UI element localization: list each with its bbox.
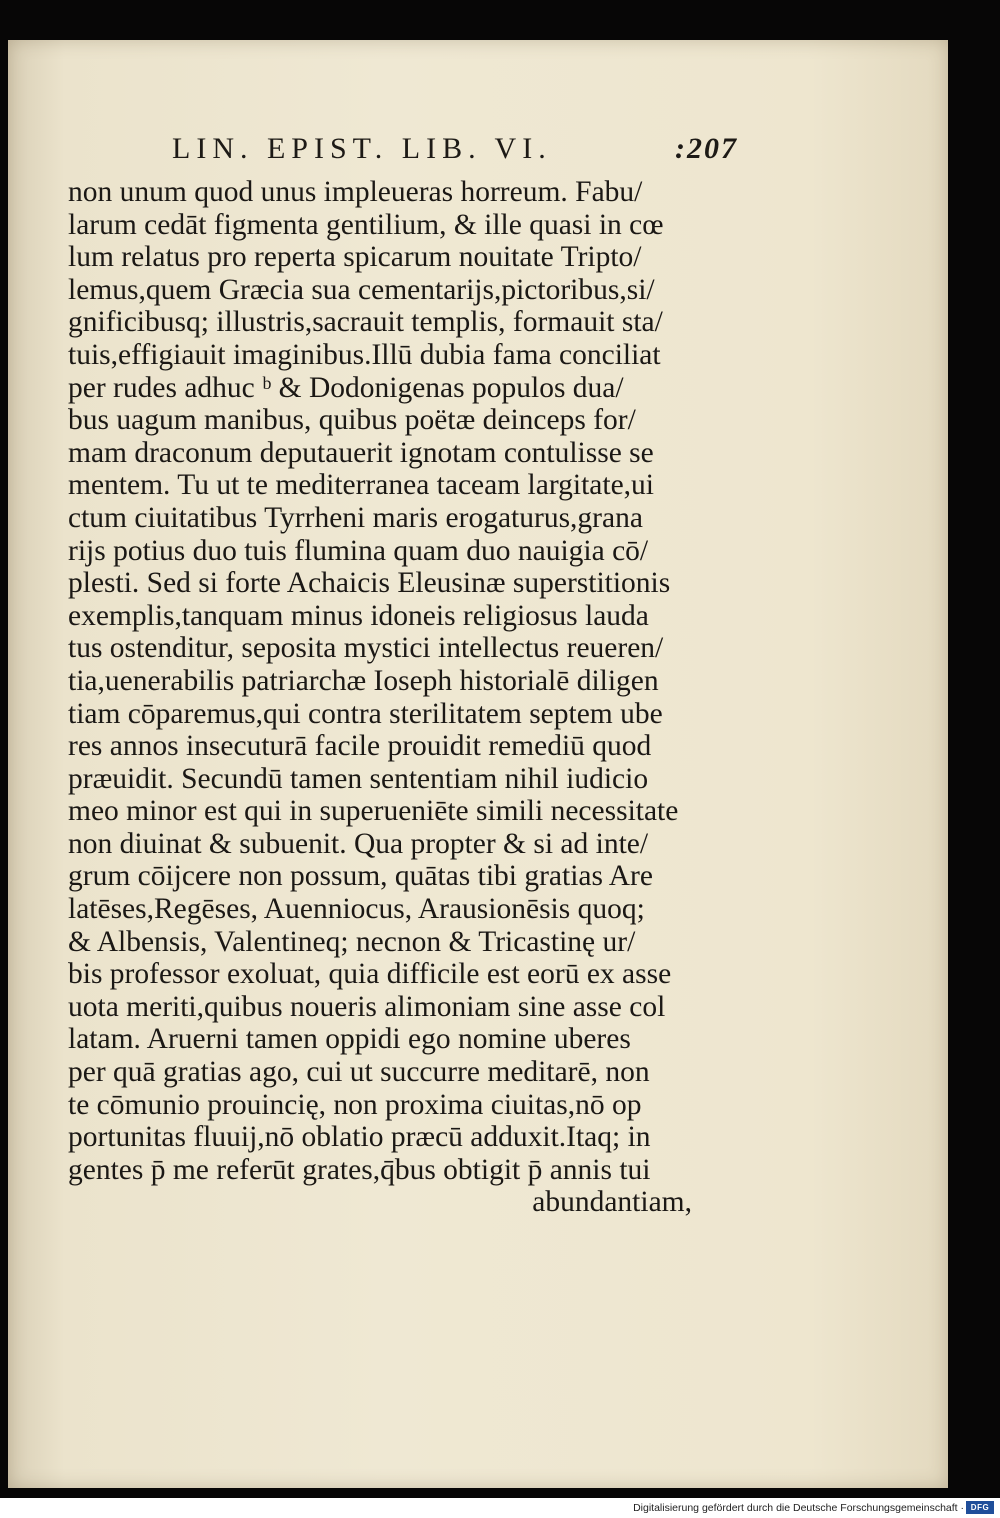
text-line: bus uagum manibus, quibus poëtæ deinceps for/ xyxy=(68,404,636,437)
text-line: latēses,Regēses, Auenniocus, Arausionēsis quoq; xyxy=(68,893,645,926)
text-line: exemplis,tanquam minus idoneis religiosus lauda xyxy=(68,599,649,632)
catchword: abundantiam, xyxy=(532,1186,692,1219)
text-line: gentes p̄ me referūt grates,q̄bus obtigit p̄ annis tui xyxy=(68,1153,651,1186)
text-line: mentem. Tu ut te mediterranea taceam largitate,ui xyxy=(68,469,654,502)
text-line: tia,uenerabilis patriarchæ Ioseph historialē diligen xyxy=(68,664,659,697)
text-line: tiam cōparemus,qui contra sterilitatem septem ube xyxy=(68,697,663,730)
text-line: plesti. Sed si forte Achaicis Eleusinæ superstitionis xyxy=(68,567,671,600)
text-line: latam. Aruerni tamen oppidi ego nomine uberes xyxy=(68,1023,631,1056)
digitization-footer xyxy=(0,1498,1000,1518)
text-line: non unum quod unus impleueras horreum. Fabu/ xyxy=(68,176,643,208)
text-line: ctum ciuitatibus Tyrrheni maris erogaturus,grana xyxy=(68,501,643,534)
text-line: te cōmunio prouincię, non proxima ciuitas,nō op xyxy=(68,1088,642,1121)
text-line: tuis,effigiauit imaginibus.Illū dubia fama conciliat xyxy=(68,338,661,371)
text-line: grum cōijcere non possum, quātas tibi gratias Are xyxy=(68,860,653,893)
text-line: per quā gratias ago, cui ut succurre meditarē, non xyxy=(68,1056,650,1089)
text-line: mam draconum deputauerit ignotam contulisse se xyxy=(68,436,654,469)
text-line: gnificibusq; illustris,sacrauit templis, formauit sta/ xyxy=(68,306,663,339)
text-line: tus ostenditur, seposita mystici intellectus reueren/ xyxy=(68,632,664,665)
text-line: rijs potius duo tuis flumina quam duo nauigia cō/ xyxy=(68,534,649,567)
page-header xyxy=(0,132,1000,172)
running-title: LIN. EPIST. LIB. VI. xyxy=(172,132,552,165)
text-line: lemus,quem Græcia sua cementarijs,pictoribus,si/ xyxy=(68,273,655,306)
text-line: res annos insecuturā facile prouidit remediū quod xyxy=(68,730,652,763)
text-line: & Albensis, Valentineq; necnon & Tricastinę ur/ xyxy=(68,925,636,958)
text-line: lum relatus pro reperta spicarum nouitate Tripto/ xyxy=(68,241,642,274)
folio-number: :207 xyxy=(675,132,738,165)
text-line: larum cedāt figmenta gentilium, & ille quasi in cœ xyxy=(68,208,664,241)
text-line: præuidit. Secundū tamen sententiam nihil iudicio xyxy=(68,762,649,795)
text-line: bis professor exoluat, quia difficile est eorū ex asse xyxy=(68,958,672,991)
funding-credit: Digitalisierung gefördert durch die Deutsche Forschungsgemeinschaft · xyxy=(633,1502,964,1514)
text-line: meo minor est qui in superueniēte simili necessitate xyxy=(68,795,679,828)
text-line: per rudes adhuc ᵇ & Dodonigenas populos dua/ xyxy=(68,371,624,404)
text-line: uota meriti,quibus noueris alimoniam sine asse col xyxy=(68,990,666,1023)
dfg-logo-icon: DFG xyxy=(966,1501,994,1514)
text-line: non diuinat & subuenit. Qua propter & si ad inte/ xyxy=(68,827,649,860)
text-block xyxy=(68,176,708,1219)
text-line: portunitas fluuij,nō oblatio præcū adduxit.Itaq; in xyxy=(68,1121,651,1154)
